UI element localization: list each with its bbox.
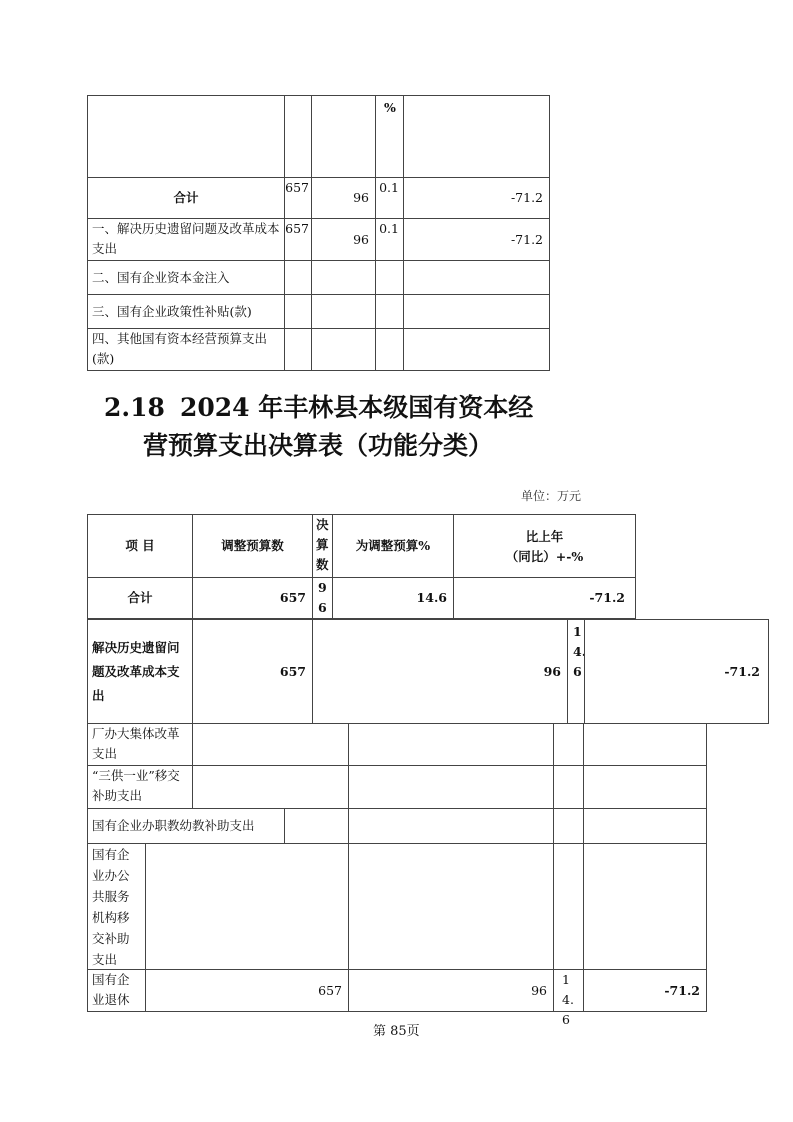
lower-row-4-budget bbox=[284, 808, 349, 844]
lower-row-5-actual bbox=[348, 843, 554, 970]
lower-row-4-label: 国有企业办职教幼教补助支出 bbox=[87, 808, 285, 844]
lower-header-yoy-line1: 比上年 bbox=[525, 529, 564, 544]
lower-row-5-yoy bbox=[583, 843, 707, 970]
lower-row-total-label: 合计 bbox=[87, 577, 193, 619]
upper-header-budget bbox=[284, 95, 312, 178]
lower-row-3-pct bbox=[553, 765, 584, 809]
section-number: 2.18 bbox=[104, 393, 165, 422]
upper-row-2-yoy bbox=[403, 260, 550, 295]
unit-label: 单位：万元 bbox=[521, 489, 582, 503]
lower-row-4-pct bbox=[553, 808, 584, 844]
upper-row-1-actual: 96 bbox=[311, 218, 376, 261]
upper-row-total-yoy: -71.2 bbox=[403, 177, 550, 219]
lower-row-6-budget: 657 bbox=[145, 969, 349, 1012]
upper-row-total-budget: 657 bbox=[284, 177, 312, 219]
lower-row-2-yoy bbox=[583, 723, 707, 766]
upper-row-total-actual: 96 bbox=[311, 177, 376, 219]
section-title-line1: 2024 年丰林县本级国有资本经 bbox=[180, 393, 534, 422]
lower-row-2-actual bbox=[348, 723, 554, 766]
section-title-line2: 营预算支出决算表（功能分类） bbox=[143, 431, 494, 460]
lower-row-4-yoy bbox=[583, 808, 707, 844]
lower-row-total-actual: 96 bbox=[312, 577, 333, 619]
lower-row-5-pct bbox=[553, 843, 584, 970]
upper-header-actual bbox=[311, 95, 376, 178]
lower-row-2-label: 厂办大集体改革支出 bbox=[87, 723, 193, 766]
upper-row-4-actual bbox=[311, 328, 376, 371]
upper-header-percent: % bbox=[375, 95, 404, 178]
upper-row-3-label: 三、国有企业政策性补贴(款) bbox=[87, 294, 285, 329]
lower-row-1-label: 解决历史遗留问题及改革成本支出 bbox=[87, 619, 193, 724]
lower-row-total-pct: 14.6 bbox=[332, 577, 454, 619]
lower-row-2-budget bbox=[192, 723, 349, 766]
upper-row-3-actual bbox=[311, 294, 376, 329]
upper-row-3-pct bbox=[375, 294, 404, 329]
upper-row-2-label: 二、国有企业资本金注入 bbox=[87, 260, 285, 295]
lower-row-1-pct: 14.6 bbox=[567, 619, 585, 724]
upper-row-1-pct: 0.1 bbox=[375, 218, 404, 261]
lower-row-3-label: “三供一业”移交补助支出 bbox=[87, 765, 193, 809]
lower-row-1-budget: 657 bbox=[192, 619, 313, 724]
upper-row-4-label: 四、其他国有资本经营预算支出(款) bbox=[87, 328, 285, 371]
lower-row-3-yoy bbox=[583, 765, 707, 809]
lower-row-total-budget: 657 bbox=[192, 577, 313, 619]
lower-header-yoy-line2: （同比）+-% bbox=[505, 549, 584, 564]
lower-row-2-pct bbox=[553, 723, 584, 766]
lower-row-6-label: 国有企业退休 bbox=[87, 969, 146, 1012]
lower-row-6-pct: 14.6 bbox=[553, 969, 584, 1012]
lower-row-1-yoy: -71.2 bbox=[584, 619, 769, 724]
upper-row-4-yoy bbox=[403, 328, 550, 371]
upper-header-item bbox=[87, 95, 285, 178]
upper-row-4-budget bbox=[284, 328, 312, 371]
lower-header-pct: 为调整预算% bbox=[332, 514, 454, 578]
upper-row-2-actual bbox=[311, 260, 376, 295]
upper-row-total-label: 合计 bbox=[87, 177, 285, 219]
upper-header-yoy bbox=[403, 95, 550, 178]
lower-header-budget: 调整预算数 bbox=[192, 514, 313, 578]
lower-row-1-actual: 96 bbox=[312, 619, 568, 724]
page-number: 第 85页 bbox=[373, 1024, 420, 1039]
upper-row-1-yoy: -71.2 bbox=[403, 218, 550, 261]
lower-row-total-yoy: -71.2 bbox=[453, 577, 636, 619]
upper-row-3-budget bbox=[284, 294, 312, 329]
upper-row-4-pct bbox=[375, 328, 404, 371]
upper-row-2-pct bbox=[375, 260, 404, 295]
upper-row-1-budget: 657 bbox=[284, 218, 312, 261]
lower-row-3-actual bbox=[348, 765, 554, 809]
lower-row-4-actual bbox=[348, 808, 554, 844]
lower-header-actual: 决算数 bbox=[312, 514, 333, 578]
lower-header-item: 项 目 bbox=[87, 514, 193, 578]
lower-row-5-label: 国有企业办公共服务机构移交补助支出 bbox=[87, 843, 146, 970]
lower-row-6-yoy: -71.2 bbox=[583, 969, 707, 1012]
lower-row-6-actual: 96 bbox=[348, 969, 554, 1012]
lower-row-5-budget bbox=[145, 843, 349, 970]
upper-row-total-pct: 0.1 bbox=[375, 177, 404, 219]
lower-header-yoy bbox=[453, 514, 636, 578]
upper-row-1-label: 一、解决历史遗留问题及改革成本支出 bbox=[87, 218, 285, 261]
lower-row-3-budget bbox=[192, 765, 349, 809]
upper-row-2-budget bbox=[284, 260, 312, 295]
upper-row-3-yoy bbox=[403, 294, 550, 329]
